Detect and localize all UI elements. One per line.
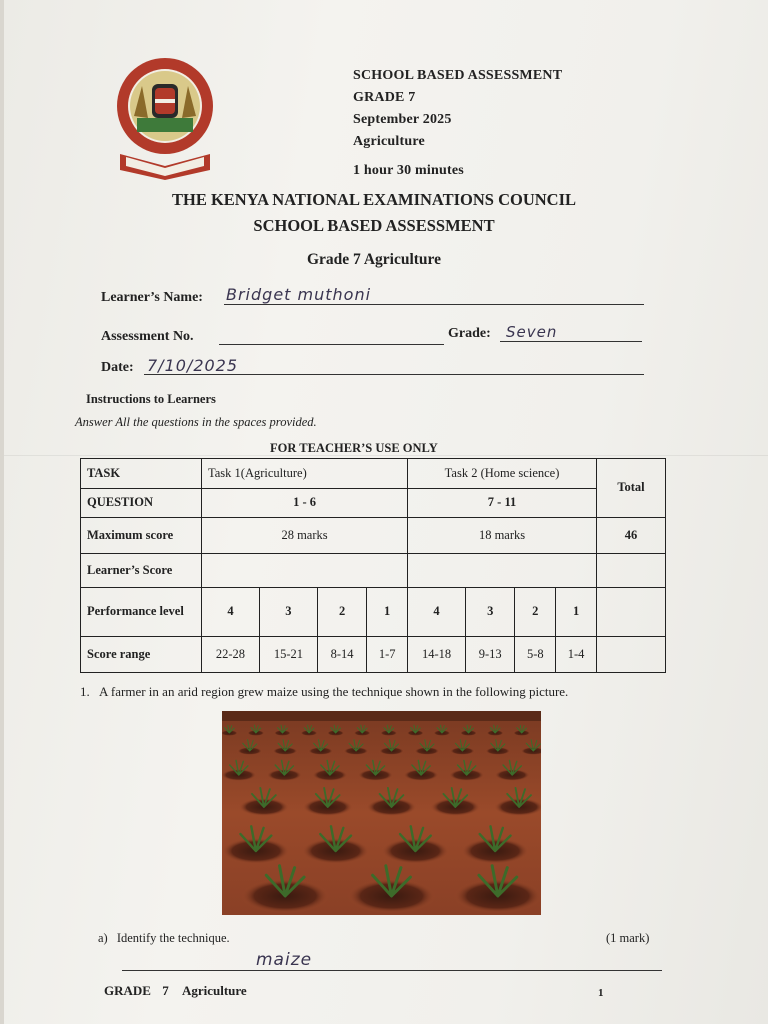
learner-score-task2[interactable] bbox=[408, 553, 597, 587]
table-row bbox=[81, 459, 666, 489]
task1-header: Task 1(Agriculture) bbox=[202, 459, 408, 489]
header-line-date: September 2025 bbox=[353, 112, 452, 127]
page-number: 1 bbox=[598, 987, 604, 999]
max-score-total: 46 bbox=[597, 517, 666, 553]
learner-score-total[interactable] bbox=[597, 553, 666, 587]
exam-paper bbox=[4, 0, 768, 1024]
total-header: Total bbox=[597, 459, 666, 518]
performance-level-cell: 2 bbox=[317, 588, 366, 636]
score-range-label: Score range bbox=[81, 636, 202, 672]
learner-name-line bbox=[224, 304, 644, 305]
max-score-task1: 28 marks bbox=[202, 517, 408, 553]
table-row bbox=[81, 489, 666, 517]
footer-grade-number: 7 bbox=[162, 983, 169, 998]
part-a bbox=[98, 931, 230, 946]
performance-level-cell: 2 bbox=[515, 588, 556, 636]
grade-value[interactable]: Seven bbox=[506, 323, 558, 341]
table-row bbox=[81, 517, 666, 553]
score-range-cell: 9-13 bbox=[466, 636, 515, 672]
date-value[interactable]: 7/10/2025 bbox=[147, 356, 239, 375]
header-line-subject: Agriculture bbox=[353, 134, 425, 149]
task2-header: Task 2 (Home science) bbox=[408, 459, 597, 489]
question-1-text: A farmer in an arid region grew maize using the technique shown in the following picture. bbox=[99, 684, 569, 699]
performance-level-cell: 1 bbox=[556, 588, 597, 636]
teacher-score-table bbox=[80, 458, 666, 673]
performance-level-cell: 1 bbox=[367, 588, 408, 636]
table-row bbox=[81, 553, 666, 587]
table-row bbox=[81, 588, 666, 636]
footer-grade bbox=[104, 983, 247, 999]
question-1 bbox=[80, 684, 568, 700]
instructions-text: Answer All the questions in the spaces provided. bbox=[75, 415, 317, 429]
task-label: TASK bbox=[81, 459, 202, 489]
assessment-no-label: Assessment No. bbox=[101, 329, 194, 344]
answer-line bbox=[122, 970, 662, 971]
max-score-label: Maximum score bbox=[81, 517, 202, 553]
question-1-number: 1. bbox=[80, 684, 90, 699]
maize-zai-pits-photo bbox=[222, 711, 541, 915]
footer-grade-label: GRADE bbox=[104, 983, 151, 998]
council-title: THE KENYA NATIONAL EXAMINATIONS COUNCIL bbox=[171, 190, 577, 209]
question-range-2: 7 - 11 bbox=[408, 489, 597, 517]
kenya-coat-of-arms-icon bbox=[112, 56, 218, 182]
assessment-title: SCHOOL BASED ASSESSMENT bbox=[253, 216, 495, 235]
score-range-cell: 14-18 bbox=[408, 636, 466, 672]
question-label: QUESTION bbox=[81, 489, 202, 517]
table-row bbox=[81, 636, 666, 672]
score-range-cell: 1-4 bbox=[556, 636, 597, 672]
learner-score-label: Learner’s Score bbox=[81, 553, 202, 587]
grade-line bbox=[500, 341, 642, 342]
performance-level-total[interactable] bbox=[597, 588, 666, 636]
header-line-assessment: SCHOOL BASED ASSESSMENT bbox=[353, 68, 563, 83]
header-line-duration: 1 hour 30 minutes bbox=[353, 163, 464, 178]
question-range-1: 1 - 6 bbox=[202, 489, 408, 517]
grade-label: Grade: bbox=[448, 326, 491, 341]
score-range-cell: 1-7 bbox=[367, 636, 408, 672]
learner-name-label: Learner’s Name: bbox=[101, 290, 203, 305]
score-range-cell: 22-28 bbox=[202, 636, 260, 672]
instructions-heading: Instructions to Learners bbox=[86, 392, 216, 406]
table-caption: FOR TEACHER’S USE ONLY bbox=[270, 441, 438, 455]
date-label: Date: bbox=[101, 360, 134, 375]
score-range-cell: 15-21 bbox=[259, 636, 317, 672]
header-line-grade: GRADE 7 bbox=[353, 90, 416, 105]
performance-level-cell: 3 bbox=[259, 588, 317, 636]
performance-level-cell: 3 bbox=[466, 588, 515, 636]
part-a-marks: (1 mark) bbox=[606, 931, 650, 945]
answer-value[interactable]: maize bbox=[256, 950, 313, 970]
learner-name-value[interactable]: Bridget muthoni bbox=[226, 285, 372, 304]
learner-score-task1[interactable] bbox=[202, 553, 408, 587]
part-a-text: Identify the technique. bbox=[116, 931, 230, 945]
score-range-cell: 5-8 bbox=[515, 636, 556, 672]
score-range-cell: 8-14 bbox=[317, 636, 366, 672]
max-score-task2: 18 marks bbox=[408, 517, 597, 553]
part-a-label: a) bbox=[98, 931, 108, 945]
assessment-no-line bbox=[219, 344, 444, 345]
footer-subject: Agriculture bbox=[181, 983, 247, 998]
performance-level-cell: 4 bbox=[408, 588, 466, 636]
performance-level-label: Performance level bbox=[81, 588, 202, 636]
performance-level-cell: 4 bbox=[202, 588, 260, 636]
score-range-total[interactable] bbox=[597, 636, 666, 672]
subject-title: Grade 7 Agriculture bbox=[306, 251, 442, 268]
